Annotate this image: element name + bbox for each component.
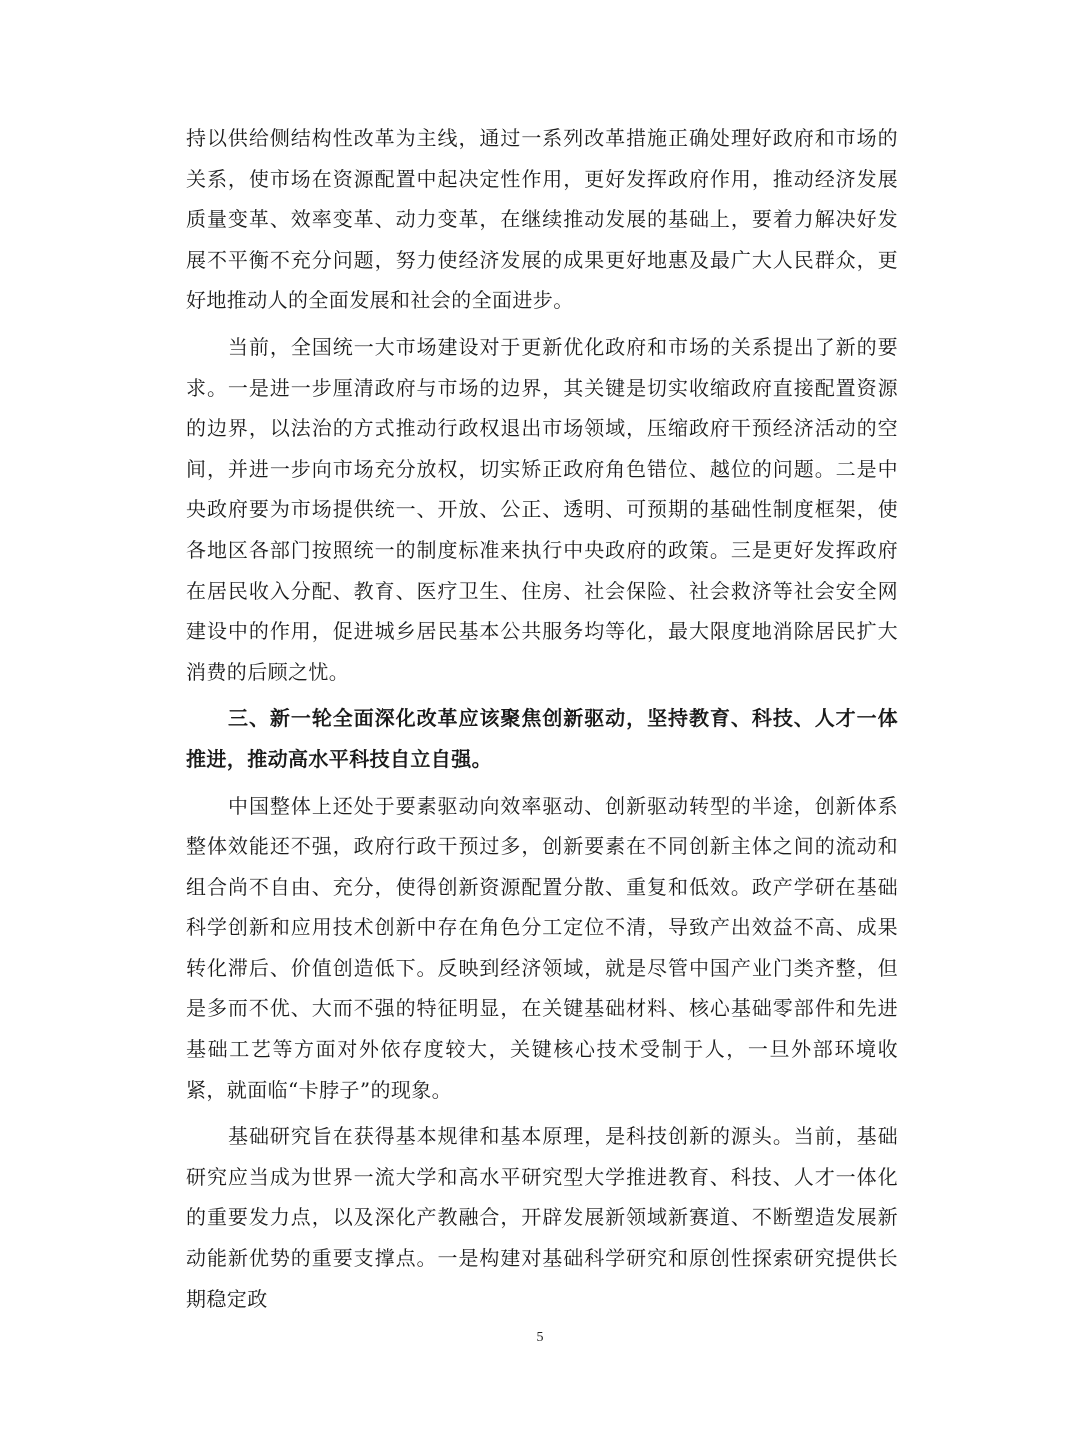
page-number: 5 xyxy=(536,1330,544,1345)
paragraph-government-market: 当前，全国统一大市场建设对于更新优化政府和市场的关系提出了新的要求。一是进一步厘清政府与市场的边界，其关键是切实收缩政府直接配置资源的边界，以法治的方式推动行政权退出市场领域，压缩政府干预经济活动的空间，并进一步向市场充分放权，切实矫正政府角色错位、越位的问题。二是中央政府要为市场提供统一、开放、公正、透明、可预期的基础性制度框架，使各地区各部门按照统一的制度标准来执行中央政府的政策。三是更好发挥政府在居民收入分配、教育、医疗卫生、住房、社会保险、社会救济等社会安全网建设中的作用，促进城乡居民基本公共服务均等化，最大限度地消除居民扩大消费的后顾之忧。 xyxy=(186,334,898,684)
document-body xyxy=(186,118,898,1325)
paragraph-continuation: 持以供给侧结构性改革为主线，通过一系列改革措施正确处理好政府和市场的关系，使市场在资源配置中起决定性作用，更好发挥政府作用，推动经济发展质量变革、效率变革、动力变革，在继续推动发展的基础上，要着力解决好发展不平衡不充分问题，努力使经济发展的成果更好地惠及最广大人民群众，更好地推动人的全面发展和社会的全面进步。 xyxy=(186,126,898,313)
paragraph-innovation-system: 中国整体上还处于要素驱动向效率驱动、创新驱动转型的半途，创新体系整体效能还不强，政府行政干预过多，创新要素在不同创新主体之间的流动和组合尚不自由、充分，使得创新资源配置分散、重复和低效。政产学研在基础科学创新和应用技术创新中存在角色分工定位不清，导致产出效益不高、成果转化滞后、价值创造低下。反映到经济领域，就是尽管中国产业门类齐整，但是多而不优、大而不强的特征明显，在关键基础材料、核心基础零部件和先进基础工艺等方面对外依存度较大，关键核心技术受制于人，一旦外部环境收紧，就面临“卡脖子”的现象。 xyxy=(186,793,898,1102)
section-heading-innovation: 三、新一轮全面深化改革应该聚焦创新驱动，坚持教育、科技、人才一体推进，推动高水平科技自立自强。 xyxy=(186,706,898,771)
paragraph-basic-research: 基础研究旨在获得基本规律和基本原理，是科技创新的源头。当前，基础研究应当成为世界一流大学和高水平研究型大学推进教育、科技、人才一体化的重要发力点，以及深化产教融合，开辟发展新领域新赛道、不断塑造发展新动能新优势的重要支撑点。一是构建对基础科学研究和原创性探索研究提供长期稳定政 xyxy=(186,1124,898,1311)
